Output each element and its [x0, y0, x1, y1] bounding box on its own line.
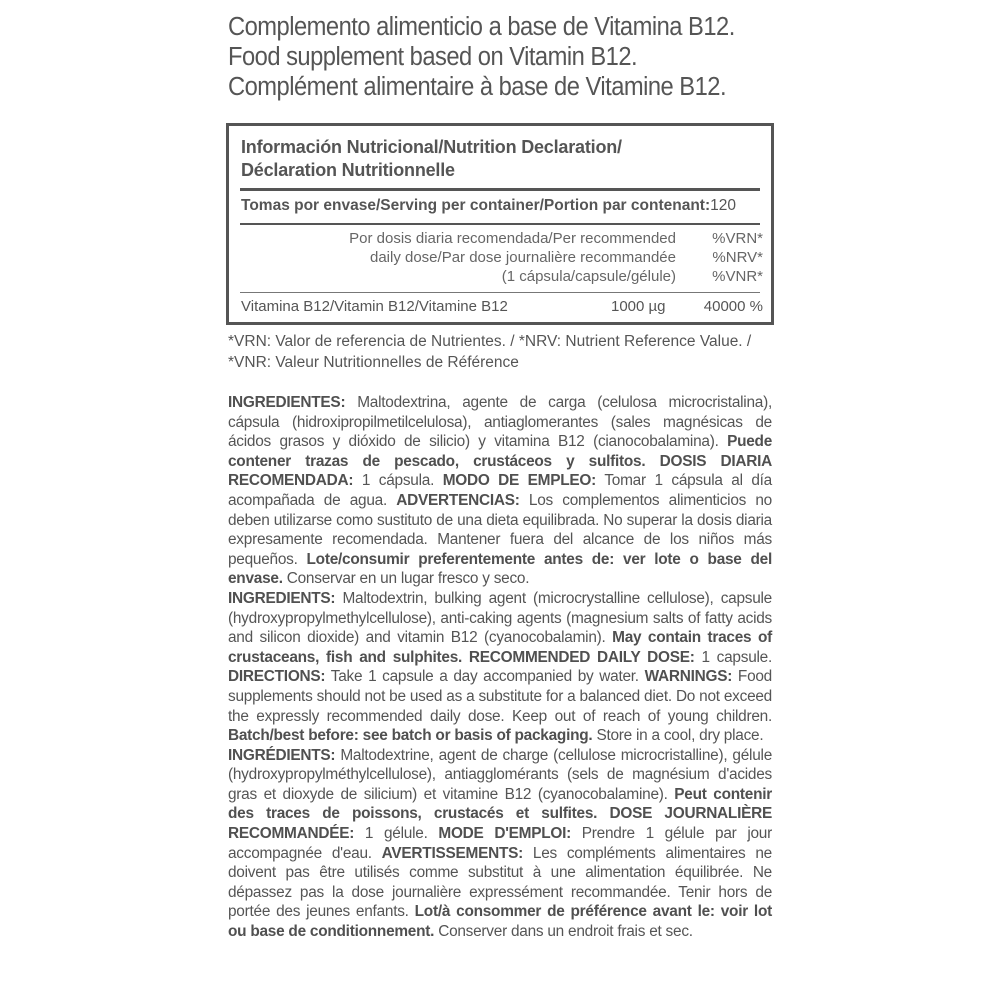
label-modo-empleo: MODO DE EMPLEO:	[442, 472, 597, 490]
text-mode-emploi: Prendre 1 gélule par jour accompagnée d'eau.	[228, 825, 772, 862]
lot-info-es: Lote/consumir preferentemente antes de: ver lote o base del envase.	[228, 550, 772, 588]
ingredients-spanish	[228, 393, 772, 589]
label-ingredients: INGREDIENTS:	[228, 589, 336, 607]
thin-divider	[240, 292, 760, 293]
label-warnings: WARNINGS:	[644, 668, 733, 686]
text-advertencias: Los complementos alimenticios no deben utilizarse como sustituto de una dieta equilibrada. No superar la dosis diaria expresamente recomendada. Mantener fuera del alcance de los niños más pequeños.	[228, 491, 772, 568]
text-dose-es: 1 cápsula.	[353, 472, 443, 490]
product-description	[228, 12, 776, 102]
label-directions: DIRECTIONS:	[228, 668, 326, 686]
text-dose-en: 1 capsule.	[694, 648, 773, 666]
nutrient-percent: 40000 %	[703, 298, 763, 315]
text-warnings: Food supplements should not be used as a substitute for a balanced diet. Do not exceed the expressly recommended daily dose. Keep out of reach of young children.	[228, 668, 772, 725]
nutrition-title-line-1: Información Nutricional/Nutrition Declaration/	[241, 137, 622, 157]
description-french: Complément alimentaire à base de Vitamine B12.	[228, 73, 727, 101]
pct-header-vnr: %VNR*	[712, 268, 763, 285]
nutrient-amount: 1000 µg	[611, 298, 666, 315]
pct-header-nrv: %NRV*	[712, 249, 763, 266]
label-ingredientes: INGREDIENTES:	[228, 394, 346, 411]
note-line-2: *VNR: Valeur Nutritionnelles de Référence	[228, 354, 519, 371]
nutrition-table-title	[241, 136, 622, 182]
daily-dose-header	[349, 229, 676, 286]
nutrient-name: Vitamina B12/Vitamin B12/Vitamine B12	[241, 298, 508, 315]
text-ingredients: Maltodextrin, bulking agent (microcrystalline cellulose), capsule (hydroxypropylmethylcellulose), anti-caking agents (magnesium salts of fatty acids and silicon dioxide) and vitamin B12 (cyanocobalamin).	[228, 589, 772, 647]
servings-per-container	[241, 196, 736, 216]
note-line-1: *VRN: Valor de referencia de Nutrientes. / *NRV: Nutrient Reference Value. /	[228, 333, 752, 350]
label-mode-emploi: MODE D'EMPLOI:	[438, 825, 571, 843]
divider	[240, 223, 760, 225]
dose-header-line-3: (1 cápsula/capsule/gélule)	[501, 268, 676, 285]
allergen-warning-en: May contain traces of crustaceans, fish and sulphites. RECOMMENDED DAILY DOSE:	[228, 629, 772, 666]
nutrition-declaration-table	[226, 123, 774, 325]
reference-value-notes	[228, 331, 776, 373]
text-ingredientes: Maltodextrina, agente de carga (celulosa microcristalina), cápsula (hidroxipropilmetilcelulosa), antiaglomerantes (sales magnésicas de ácidos grasos y dióxido de silicio) y vitamina B12 (cianocobalamina).	[228, 394, 772, 451]
label-advertencias: ADVERTENCIAS:	[396, 491, 520, 509]
storage-fr: Conserver dans un endroit frais et sec.	[434, 923, 693, 941]
storage-en: Store in a cool, dry place.	[592, 727, 764, 745]
pct-header-vrn: %VRN*	[712, 230, 763, 247]
nutrition-title-line-2: Déclaration Nutritionnelle	[241, 160, 455, 180]
storage-es: Conservar en un lugar fresco y seco.	[282, 570, 530, 588]
dose-header-line-2: daily dose/Par dose journalière recommandée	[369, 249, 676, 266]
reference-value-header	[712, 229, 763, 286]
allergen-warning-fr: Peut contenir des traces de poissons, crustacés et sulfites. DOSE JOURNALIÈRE RECOMMANDÉE:	[228, 785, 772, 843]
text-dose-fr: 1 gélule.	[354, 825, 439, 843]
description-spanish: Complemento alimenticio a base de Vitamina B12.	[228, 13, 735, 41]
thick-divider	[240, 188, 760, 191]
batch-info-en: Batch/best before: see batch or basis of packaging.	[228, 727, 593, 745]
label-ingredients-fr: INGRÉDIENTS:	[228, 746, 336, 764]
text-avertissements: Les compléments alimentaires ne doivent pas être utilisés comme substitut à une alimentation équilibrée. Ne dépassez pas la dose journalière expressément recommandée. Tenir hors de portée des jeunes enfants.	[228, 844, 772, 921]
servings-value: 120	[710, 197, 736, 214]
allergen-warning-es: Puede contener trazas de pescado, crustáceos y sulfitos. DOSIS DIARIA RECOMENDADA:	[228, 433, 772, 490]
ingredients-english	[228, 589, 772, 746]
label-avertissements: AVERTISSEMENTS:	[381, 844, 524, 862]
text-directions: Take 1 capsule a day accompanied by water.	[325, 668, 645, 686]
lot-info-fr: Lot/à consommer de préférence avant le: voir lot ou base de conditionnement.	[228, 903, 772, 941]
ingredients-french	[228, 746, 772, 942]
ingredients-block	[228, 393, 772, 942]
servings-label: Tomas por envase/Serving per container/Portion par contenant:	[241, 197, 711, 214]
text-modo-empleo: Tomar 1 cápsula al día acompañada de agua.	[228, 472, 772, 509]
text-ingredients-fr: Maltodextrine, agent de charge (cellulose microcristalline), gélule (hydroxypropylméthylcellulose), antiagglomérants (sels de magnésium d'acides gras et dioxyde de silicium) et vitamine B12 (cyanocobalamine).	[228, 746, 772, 803]
description-english: Food supplement based on Vitamin B12.	[228, 43, 638, 71]
dose-header-line-1: Por dosis diaria recomendada/Per recommended	[349, 230, 676, 247]
